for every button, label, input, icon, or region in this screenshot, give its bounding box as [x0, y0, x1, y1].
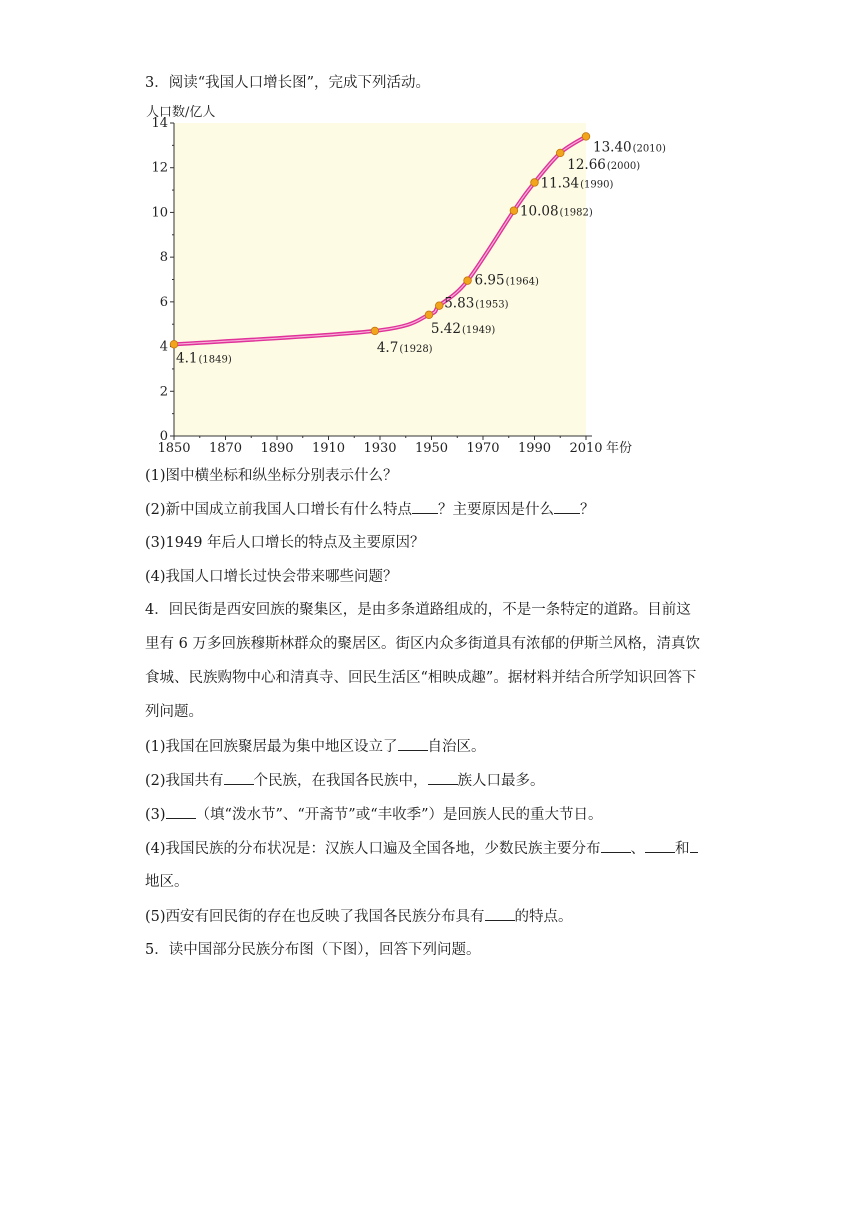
q4-sub3: [145, 804, 603, 825]
data-label-year: (1964): [505, 276, 539, 288]
q4-sub3-text-b: （填“泼水节”、“开斋节”或“丰收季”）是回族人民的重大节日。: [195, 807, 603, 823]
y-tick-label: 0: [159, 429, 168, 444]
population-growth-chart: [140, 98, 666, 460]
x-tick-label: 1930: [363, 441, 397, 456]
answer-blank[interactable]: [428, 770, 458, 785]
q4-sub1-text-b: 自治区。: [427, 739, 486, 755]
data-label: 4.1: [176, 350, 198, 367]
data-point: [371, 327, 379, 335]
data-label: 10.08: [519, 203, 559, 220]
data-label-year: (1982): [559, 207, 593, 219]
data-label: 5.42: [430, 320, 461, 337]
data-point: [556, 149, 564, 157]
x-tick-label: 1950: [414, 441, 449, 456]
q4-sub4-continued: 地区。: [145, 874, 189, 890]
q4-paragraph-line-3: 食城、民族购物中心和清真寺、回民生活区“相映成趣”。据材料并结合所学知识回答下: [145, 670, 697, 686]
q4-paragraph-line-2: 里有 6 万多回族穆斯林群众的聚居区。街区内众多街道具有浓郁的伊斯兰风格，清真饮: [145, 636, 700, 652]
x-tick-label: 1970: [466, 441, 500, 456]
q3-sub2-text-c: ？: [580, 502, 595, 518]
q4-paragraph-line-4: 列问题。: [145, 704, 203, 720]
q4-sub5-text-b: 的特点。: [514, 909, 573, 925]
data-point: [531, 179, 539, 187]
data-point: [582, 133, 590, 141]
q3-sub4: (4)我国人口增长过快会带来哪些问题？: [145, 569, 398, 585]
q4-sub1: [145, 736, 486, 757]
q4-sub4-text-a: (4)我国民族的分布状况是：汉族人口遍及全国各地，少数民族主要分布: [145, 841, 601, 857]
data-label: 13.40: [593, 139, 632, 156]
data-label-year: (2000): [606, 160, 641, 172]
q3-sub2-text-a: (2)新中国成立前我国人口增长有什么特点: [145, 502, 413, 518]
x-tick-label: 1990: [517, 441, 552, 456]
answer-blank[interactable]: [645, 838, 675, 853]
y-tick-label: 8: [159, 250, 168, 266]
answer-blank[interactable]: [554, 499, 580, 514]
x-tick-label: 1890: [260, 441, 294, 456]
data-point: [510, 207, 518, 215]
data-point: [170, 341, 178, 349]
y-tick-label: 14: [151, 116, 168, 131]
q3-sub2: [145, 499, 595, 520]
data-label-year: (1990): [580, 179, 614, 191]
answer-blank[interactable]: [601, 838, 631, 853]
answer-blank[interactable]: [485, 906, 515, 921]
q4-sub5: [145, 906, 573, 927]
y-tick-label: 2: [159, 384, 168, 400]
data-label: 11.34: [540, 175, 580, 192]
data-label-year: (1949): [461, 324, 496, 336]
y-tick-label: 12: [151, 160, 168, 176]
q3-sub2-text-b: ？主要原因是什么: [438, 502, 555, 518]
y-tick-label: 4: [159, 339, 168, 355]
q4-sub3-text-a: (3): [145, 807, 166, 823]
q5-intro: 5．读中国部分民族分布图（下图），回答下列问题。: [145, 942, 481, 958]
q4-sub2-text-c: 族人口最多。: [457, 773, 545, 789]
answer-blank[interactable]: [224, 770, 254, 785]
data-label: 6.95: [474, 272, 505, 289]
y-tick-label: 6: [159, 294, 168, 310]
answer-blank[interactable]: [412, 499, 438, 514]
y-tick-label: 10: [151, 205, 168, 221]
q3-intro: 3．阅读“我国人口增长图”，完成下列活动。: [145, 75, 431, 91]
x-tick-label: 1850: [157, 441, 191, 456]
q4-sub4-text-c: 和: [675, 841, 690, 857]
q4-sub2: [145, 770, 545, 791]
x-axis-label: 年份: [606, 441, 633, 456]
data-point: [425, 311, 433, 319]
q3-sub3: (3)1949 年后人口增长的特点及主要原因？: [145, 535, 425, 551]
x-tick-label: 1870: [208, 441, 243, 456]
q4-paragraph-line-1: 4．回民街是西安回族的聚集区，是由多条道路组成的，不是一条特定的道路。目前这: [145, 602, 691, 618]
q4-sub2-text-a: (2)我国共有: [145, 773, 224, 789]
x-tick-label: 2010: [569, 441, 603, 456]
data-point: [435, 302, 443, 310]
data-label-year: (1928): [399, 343, 433, 355]
data-label-year: (1849): [198, 354, 232, 366]
q4-sub5-text-a: (5)西安有回民街的存在也反映了我国各民族分布具有: [145, 909, 485, 925]
answer-blank[interactable]: [690, 838, 698, 853]
y-axis-label: 人口数/亿人: [146, 105, 216, 120]
q3-sub1: (1)图中横坐标和纵坐标分别表示什么？: [145, 468, 398, 484]
data-label-year: (2010): [632, 143, 666, 155]
answer-blank[interactable]: [166, 804, 196, 819]
q4-sub2-text-b: 个民族，在我国各民族中，: [253, 773, 428, 789]
data-label-year: (1953): [475, 299, 509, 311]
x-tick-label: 1910: [311, 441, 346, 456]
data-label: 5.83: [444, 295, 475, 312]
data-point: [464, 277, 472, 285]
q4-sub1-text-a: (1)我国在回族聚居最为集中地区设立了: [145, 739, 398, 755]
q4-sub4-text-b: 、: [630, 841, 646, 857]
q4-sub4: [145, 838, 698, 859]
answer-blank[interactable]: [398, 736, 428, 751]
data-label: 4.7: [376, 339, 399, 356]
data-label: 12.66: [567, 156, 606, 173]
